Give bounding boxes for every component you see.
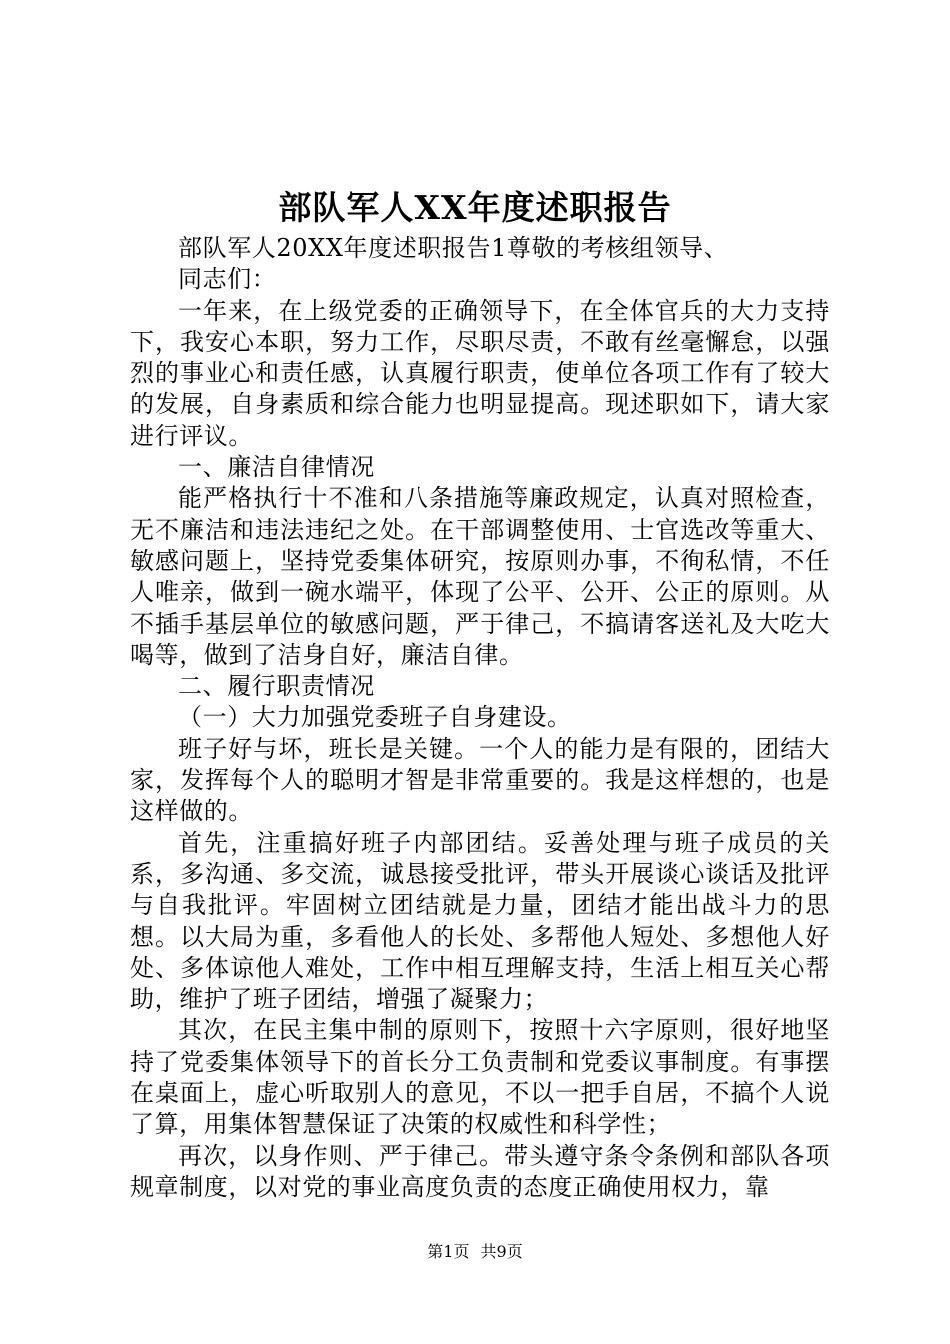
- paragraph-salutation-2: 同志们：: [178, 265, 277, 294]
- page-footer: [0, 1241, 950, 1263]
- paragraph-team-leader: 班子好与坏，班长是关键。一个人的能力是有限的，团结大家，发挥每个人的聪明才智是非常重要的。我是这样想的，也是这样做的。: [130, 734, 830, 826]
- paragraph-integrity: 能严格执行十不准和八条措施等廉政规定，认真对照检查，无不廉洁和违法违纪之处。在干部调整使用、士官选改等重大、敏感问题上，坚持党委集体研究，按原则办事，不徇私情，不任人唯亲，做到一碗水端平，体现了公平、公开、公正的原则。从不插手基层单位的敏感问题，严于律己，不搞请客送礼及大吃大喝等，做到了洁身自好，廉洁自律。: [130, 484, 830, 669]
- page-number-current: 第1页: [427, 1242, 470, 1261]
- paragraph-unity: 首先，注重搞好班子内部团结。妥善处理与班子成员的关系，多沟通、多交流，诚恳接受批评，带头开展谈心谈话及批评与自我批评。牢固树立团结就是力量，团结才能出战斗力的思想。以大局为重，多看他人的长处、多帮他人短处、多想他人好处、多体谅他人难处，工作中相互理解支持，生活上相互关心帮助，维护了班子团结，增强了凝聚力；: [130, 828, 830, 1014]
- paragraph-democratic-centralism: 其次，在民主集中制的原则下，按照十六字原则，很好地坚持了党委集体领导下的首长分工负责制和党委议事制度。有事摆在桌面上，虚心听取别人的意见，不以一把手自居，不搞个人说了算，用集体智慧保证了决策的权威性和科学性；: [130, 1016, 830, 1139]
- document-title: 部队军人XX年度述职报告: [278, 188, 672, 227]
- section-heading-integrity: 一、廉洁自律情况: [178, 453, 375, 482]
- page-number-total: 共9页: [480, 1242, 523, 1261]
- document-body: [130, 233, 830, 1203]
- subsection-heading-team-building: （一）大力加强党委班子自身建设。: [178, 703, 572, 732]
- section-heading-duties: 二、履行职责情况: [178, 672, 375, 701]
- paragraph-salutation-1: 部队军人20XX年度述职报告1尊敬的考核组领导、: [178, 234, 729, 262]
- paragraph-intro: 一年来，在上级党委的正确领导下，在全体官兵的大力支持下，我安心本职，努力工作，尽职尽责，不敢有丝毫懈怠，以强烈的事业心和责任感，认真履行职责，使单位各项工作有了较大的发展，自身素质和综合能力也明显提高。现述职如下，请大家进行评议。: [130, 296, 830, 450]
- paragraph-self-discipline: 再次，以身作则、严于律己。带头遵守条令条例和部队各项规章制度，以对党的事业高度负责的态度正确使用权力，靠: [130, 1141, 830, 1201]
